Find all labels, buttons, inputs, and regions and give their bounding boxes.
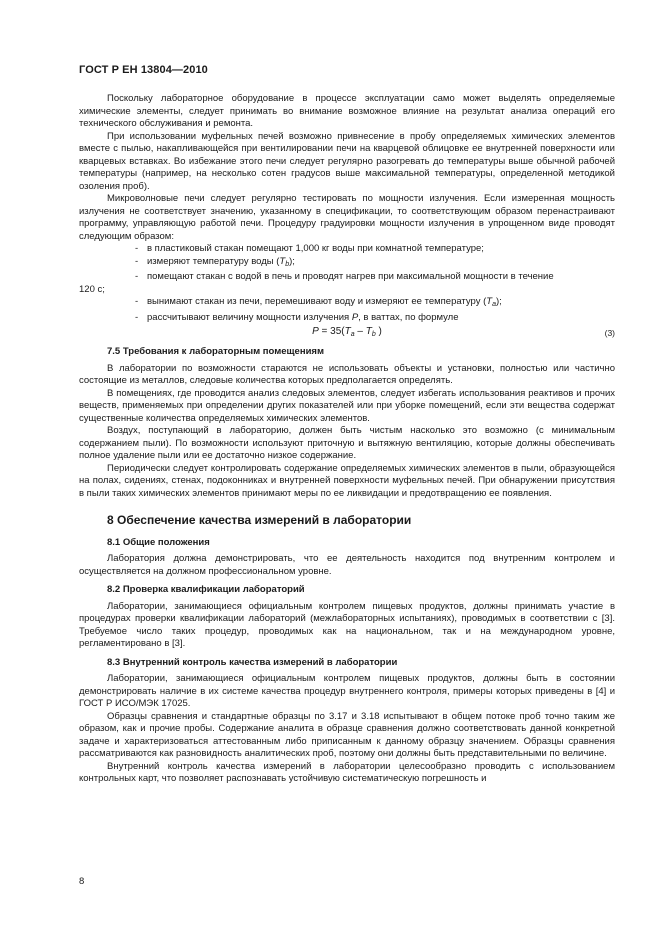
formula-text: ) — [375, 326, 382, 337]
section-heading: 8.2 Проверка квалификации лабораторий — [107, 584, 305, 595]
variable: P — [351, 311, 359, 323]
page-number: 8 — [79, 876, 85, 887]
list-item — [79, 243, 615, 256]
page-content — [79, 93, 615, 786]
paragraph: В помещениях, где проводится анализ следовых элементов, следует избегать использования реактивов и прочих веществ, применяемых при определении других показателей или при уборке помещений, если эти вещества содержат существенные количества определяемых химических элементов. — [79, 387, 615, 424]
paragraph: Поскольку лабораторное оборудование в процессе эксплуатации само может выделять определяемые химические элементы, следует принимать во внимание возможное влияние на результат анализа операций его технического обслуживания и ремонта. — [79, 93, 615, 129]
variable: P — [312, 326, 319, 337]
variable: T — [344, 326, 351, 337]
formula-text: – — [354, 326, 366, 337]
formula — [79, 326, 615, 340]
list-item-text: в пластиковый стакан помещают 1,000 кг воды при комнатной температуре; — [147, 243, 484, 254]
paragraph: В лаборатории по возможности стараются не использовать объекты и установки, полностью или частично состоящие из металлов, следовые количества которых предполагается определять. — [79, 362, 615, 386]
formula-expression — [312, 326, 382, 342]
list-item — [79, 312, 615, 325]
subscript: b — [371, 331, 376, 338]
variable: T — [279, 255, 286, 267]
list-item — [79, 296, 615, 312]
list-item-text: , в ваттах, по формуле — [358, 311, 459, 323]
paragraph: Лаборатория должна демонстрировать, что ее деятельность находится под внутренним контролем и осуществляется на должном профессиональном уровне. — [79, 553, 615, 577]
list-item-text: ); — [495, 296, 502, 307]
section-heading: 8.3 Внутренний контроль качества измерений в лаборатории — [107, 656, 398, 668]
paragraph: Образцы сравнения и стандартные образцы по 3.17 и 3.18 испытывают в общем потоке проб точно таким же образом, как и прочие пробы. Содержание аналита в образце сравнения должно соответствовать данной конкретной задаче и характеризоваться аттестованным либо приписанным к данному образцу значением. Образцы сравнения рассматриваются как разновидность аналитических проб, поэтому они должны быть представительными по величине. — [79, 710, 615, 759]
list-item-text: 120 с; — [79, 283, 105, 295]
section-heading: 7.5 Требования к лабораторным помещениям — [107, 346, 324, 357]
subscript: a — [492, 301, 496, 308]
formula-number: (3) — [604, 328, 615, 338]
paragraph: Микроволновые печи следует регулярно тестировать по мощности излучения. Если измеренная мощность излучения не соответствует значению, указанному в спецификации, то соответствующим образом перенастраивают программу, управляющую работой печи. Процедуру градуировки мощности излучения в упрощенном виде проводят следующим образом: — [79, 193, 615, 242]
formula-text: = 35( — [318, 326, 345, 337]
list-item-text: ); — [289, 255, 295, 267]
subscript: a — [350, 331, 355, 338]
paragraph: При использовании муфельных печей возможно привнесение в пробу определяемых химических элементов вместе с пылью, накапливающейся при вентилировании печи на кварцевой облицовке ее внутренней поверхности или кварцевых вставках. Во избежание этого печи следует регулярно разогревать до температуры выше обычной рабочей температуры (например, на несколько сотен градусов выше максимальной температуры, определенной методикой озоления проб). — [79, 130, 615, 192]
paragraph: Внутренний контроль качества измерений в лаборатории целесообразно проводить с использованием контрольных карт, что позволяет распознавать устойчивую систематическую погрешность и — [79, 760, 615, 784]
paragraph: Лаборатории, занимающиеся официальным контролем пищевых продуктов, должны принимать участие в процедурах проверки квалификации лабораторий (межлабораторных испытаниях), проводимых в соответствии с [3]. Требуемое число таких процедур, проводимых как на национальном, так и на международном уровне, регламентировано в [3]. — [79, 600, 615, 649]
list-item — [79, 271, 615, 296]
variable: T — [486, 296, 493, 307]
list-item-text: - помещают стакан с водой в печь и проводят нагрев при максимальной мощности в течение — [79, 271, 615, 284]
list-item-text: вынимают стакан из печи, перемешивают воду и измеряют ее температуру ( — [147, 296, 487, 307]
document-header: ГОСТ Р ЕН 13804—2010 — [79, 64, 208, 76]
paragraph: Лаборатории, занимающиеся официальным контролем пищевых продуктов, должны быть в состоянии демонстрировать наличие в их системе качества процедур внутреннего контроля, примеры которых приведены в [4] и ГОСТ Р ИСО/МЭК 17025. — [79, 673, 615, 709]
section-heading: 8.1 Общие положения — [107, 536, 210, 548]
list-item-text: измеряют температуру воды ( — [147, 255, 280, 267]
variable: T — [365, 326, 372, 337]
list-item — [79, 256, 615, 272]
paragraph: Периодически следует контролировать содержание определяемых химических элементов в пыли, образующейся на полах, сидениях, стенах, подоконниках и внутренней поверхности муфельных печей. При обнаружении присутствия в пыли таких химических элементов принимают меры по ее ликвидации и предотвращению ее появления. — [79, 462, 615, 499]
subscript: b — [285, 260, 290, 268]
chapter-heading: 8 Обеспечение качества измерений в лаборатории — [107, 513, 412, 527]
paragraph: Воздух, поступающий в лабораторию, должен быть чистым насколько это возможно (с минимальным содержанием пыли). По возможности используют приточную и вытяжную вентиляцию, которые должны обеспечивать полное удаление пыли или ее достаточно низкое содержание. — [79, 425, 615, 461]
list-item-text: рассчитывают величину мощности излучения — [147, 311, 352, 323]
